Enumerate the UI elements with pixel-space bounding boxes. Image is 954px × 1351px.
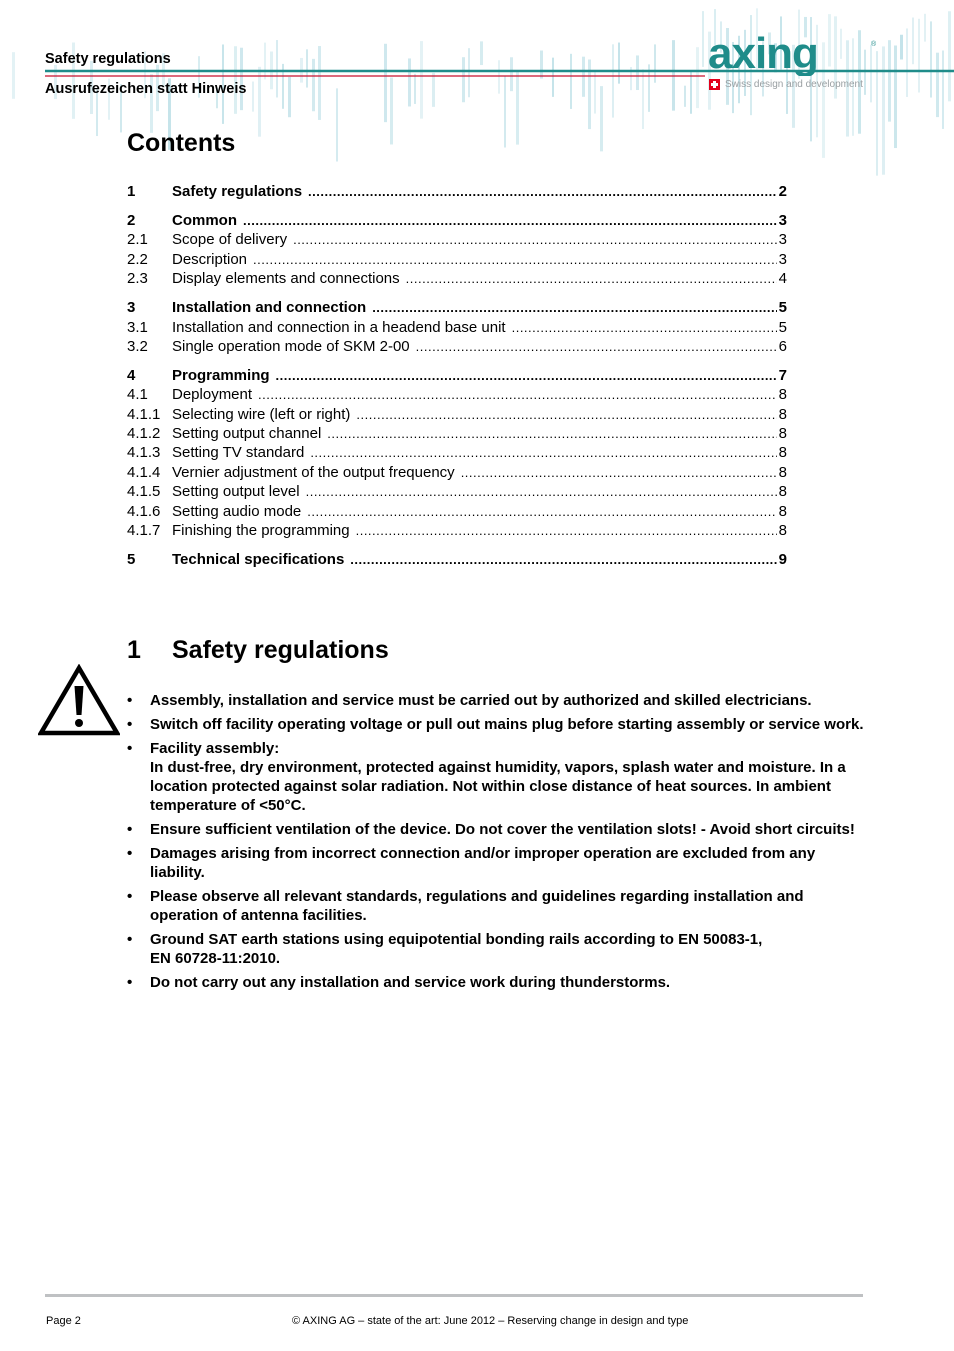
toc-entry-page: 7: [778, 366, 787, 384]
toc-leader-dots: [293, 231, 777, 248]
safety-rule-text: • Damages arising from incorrect connection and/or improper operation are excluded from any liability.: [150, 844, 816, 881]
toc-entry[interactable]: [127, 444, 787, 463]
swiss-flag-icon: [709, 79, 720, 90]
header-tagline: [709, 77, 863, 91]
toc-entry-number: 4.1: [127, 386, 148, 404]
safety-rule: [127, 844, 867, 882]
toc-entry-title: Setting audio mode: [172, 502, 302, 520]
header-bar: [480, 41, 483, 65]
toc-leader-dots: [461, 464, 777, 481]
toc-entry-title: Setting TV standard: [172, 444, 305, 462]
toc-entry-page: 3: [778, 211, 787, 229]
toc-entry-number: 4.1.5: [127, 483, 161, 501]
warning-triangle-icon: [38, 664, 120, 736]
toc-entry[interactable]: [127, 299, 787, 318]
toc-entry-page: 4: [778, 270, 787, 288]
toc-entry-page: 8: [778, 522, 787, 540]
header-bar: [258, 67, 261, 137]
toc-entry-number: 2.1: [127, 231, 148, 249]
toc-entry-page: 9: [778, 551, 787, 569]
header-bar: [654, 44, 656, 82]
safety-rule: [127, 930, 867, 968]
toc-entry-page: 5: [778, 299, 787, 317]
header-bar: [942, 50, 944, 128]
svg-text:®: ®: [871, 41, 877, 48]
safety-rule-text: • Ground SAT earth stations using equipotential bonding rails according to EN 50083-1,: [150, 930, 763, 948]
header-bar: [600, 86, 603, 151]
toc-entry-number: 4: [127, 366, 136, 384]
header-bar: [318, 46, 321, 120]
toc-entry[interactable]: [127, 183, 787, 202]
toc-entry-number: 4.1.7: [127, 522, 161, 540]
header-bar: [552, 58, 554, 97]
safety-rule-text: • Switch off facility operating voltage or pull out mains plug before starting assembly or service work.: [150, 715, 864, 733]
axing-logo: [708, 34, 878, 76]
toc-entry-number: 4.1.1: [127, 405, 161, 423]
toc-entry-number: 3: [127, 299, 136, 317]
toc-entry-number: 1: [127, 183, 136, 200]
toc-entry[interactable]: [127, 406, 787, 425]
section-number: 1: [127, 636, 141, 664]
toc-entry-page: 8: [778, 405, 787, 423]
toc-leader-dots: [372, 299, 777, 316]
toc-entry[interactable]: [127, 212, 787, 231]
toc-leader-dots: [310, 444, 777, 461]
toc-entry[interactable]: [127, 338, 787, 357]
toc-entry[interactable]: [127, 551, 787, 570]
header-bar: [900, 35, 903, 60]
header-bar: [882, 46, 885, 174]
toc-entry-title: Finishing the programming: [172, 522, 350, 540]
header-bar: [468, 48, 470, 97]
toc-entry-title: Safety regulations: [172, 183, 303, 200]
safety-rule-text: EN 60728-11:2010.: [150, 950, 281, 967]
safety-rule-text: • Please observe all relevant standards, regulations and guidelines regarding installation and operation of antenna facilities.: [150, 887, 804, 924]
header-bar: [384, 44, 387, 122]
header-bar: [312, 59, 315, 111]
toc-entry-title: Technical specifications: [172, 551, 345, 569]
table-of-contents: [127, 183, 787, 570]
toc-entry-number: 3.2: [127, 337, 148, 355]
header-bar: [390, 78, 393, 145]
toc-leader-dots: [243, 212, 777, 229]
footer-rule: [45, 1294, 863, 1297]
header-bar: [408, 58, 411, 106]
header-bar: [594, 71, 596, 114]
toc-entry[interactable]: [127, 231, 787, 250]
toc-entry[interactable]: [127, 483, 787, 502]
header-bar: [672, 40, 675, 110]
toc-leader-dots: [276, 367, 777, 384]
header-bar: [462, 57, 465, 102]
toc-entry-page: 5: [778, 318, 787, 336]
safety-rule-text: • Assembly, installation and service must be carried out by authorized and skilled electricians.: [150, 692, 812, 709]
header-bar: [510, 57, 513, 91]
toc-entry-page: 8: [778, 386, 787, 404]
header-bar: [420, 41, 423, 119]
header-bar: [336, 88, 338, 161]
header-bar: [516, 71, 519, 144]
toc-entry[interactable]: [127, 464, 787, 483]
contents-heading: Contents: [127, 129, 236, 157]
toc-entry-title: Description: [172, 250, 248, 268]
toc-leader-dots: [512, 319, 777, 336]
toc-entry-title: Common: [172, 211, 237, 229]
safety-rule: [127, 691, 867, 710]
header-bar: [684, 86, 686, 107]
toc-entry-page: 2: [778, 183, 787, 200]
header-bar: [894, 45, 897, 148]
toc-entry-title: Installation and connection in a headend base unit: [172, 318, 506, 336]
toc-leader-dots: [327, 425, 777, 442]
toc-entry-page: 8: [778, 425, 787, 443]
header-bar: [618, 43, 620, 84]
safety-rule: [127, 820, 867, 839]
toc-entry-title: Programming: [172, 366, 270, 384]
toc-leader-dots: [356, 406, 777, 423]
header-bar: [924, 14, 926, 42]
toc-entry-number: 2: [127, 211, 136, 229]
toc-entry-title: Display elements and connections: [172, 270, 400, 288]
toc-entry[interactable]: [127, 425, 787, 444]
header-bar: [414, 74, 416, 104]
toc-leader-dots: [356, 522, 777, 539]
header-bar: [432, 73, 435, 107]
section-heading: [127, 636, 389, 665]
toc-leader-dots: [258, 386, 777, 403]
tagline-text: Swiss design and development: [725, 78, 863, 90]
footer-page-number: Page 2: [46, 1315, 81, 1327]
safety-rule: [127, 887, 867, 925]
header-bar: [264, 43, 266, 80]
header-bar: [504, 76, 506, 147]
header-bar: [690, 72, 692, 114]
toc-entry-number: 2.2: [127, 250, 148, 268]
toc-entry-number: 5: [127, 551, 136, 569]
header-bar: [252, 82, 254, 112]
toc-entry-page: 3: [778, 250, 787, 268]
header-bar: [918, 19, 920, 93]
safety-rule: [127, 715, 867, 734]
header-bar: [276, 40, 278, 97]
toc-entry[interactable]: [127, 319, 787, 338]
header-note: Ausrufezeichen statt Hinweis: [45, 81, 247, 97]
header-bar: [570, 54, 572, 109]
header-bar: [240, 48, 243, 110]
toc-entry-page: 3: [778, 231, 787, 249]
header-bar: [306, 49, 308, 87]
toc-entry-number: 4.1.2: [127, 425, 161, 443]
header-bar: [636, 55, 639, 90]
toc-entry[interactable]: [127, 386, 787, 405]
header-bar: [498, 60, 500, 93]
safety-rule-text: • Facility assembly:: [150, 739, 280, 757]
header-bar: [582, 57, 585, 97]
safety-rule: [127, 973, 867, 992]
safety-rule-text: • Do not carry out any installation and service work during thunderstorms.: [150, 973, 671, 991]
header-bar: [12, 52, 15, 99]
toc-entry-page: 8: [778, 444, 787, 462]
toc-leader-dots: [406, 270, 777, 287]
toc-entry-title: Single operation mode of SKM 2-00: [172, 337, 410, 355]
toc-entry-title: Vernier adjustment of the output frequency: [172, 463, 455, 481]
svg-text:axing: axing: [708, 34, 818, 76]
toc-leader-dots: [306, 483, 777, 500]
safety-rule-text: • Ensure sufficient ventilation of the device. Do not cover the ventilation slots! - Avoid short circuits!: [150, 821, 855, 838]
toc-leader-dots: [253, 251, 777, 268]
safety-rule-text: In dust-free, dry environment, protected against humidity, vapors, splash water and moisture. In a location protected against solar radiation. Not within close distance of heat sources. In ambient temperature of <50°C.: [150, 758, 846, 815]
header-bar: [612, 44, 614, 117]
toc-leader-dots: [416, 338, 777, 355]
toc-entry-page: 8: [778, 483, 787, 501]
header-bar: [930, 21, 932, 97]
toc-leader-dots: [308, 183, 777, 200]
toc-entry[interactable]: [127, 367, 787, 386]
header-bar: [540, 51, 543, 79]
header-bar: [888, 40, 891, 121]
section-title: Safety regulations: [172, 636, 389, 664]
toc-entry-page: 8: [778, 502, 787, 520]
toc-entry-title: Setting output level: [172, 483, 300, 501]
toc-entry[interactable]: [127, 270, 787, 289]
header-section-title: Safety regulations: [45, 51, 171, 67]
toc-entry-number: 4.1.3: [127, 444, 161, 462]
toc-entry-number: 3.1: [127, 318, 148, 336]
toc-entry[interactable]: [127, 503, 787, 522]
toc-entry-title: Installation and connection: [172, 299, 367, 317]
toc-leader-dots: [307, 503, 777, 520]
header-bar: [936, 53, 939, 117]
header-bar: [702, 11, 704, 67]
toc-entry-number: 4.1.6: [127, 502, 161, 520]
safety-rules-list: [127, 691, 867, 997]
toc-entry-title: Deployment: [172, 386, 253, 404]
header-bar: [912, 18, 914, 65]
toc-entry-number: 4.1.4: [127, 463, 161, 481]
header-bar: [948, 11, 951, 101]
toc-leader-dots: [350, 551, 777, 568]
safety-rule: [127, 739, 867, 816]
header-bar: [696, 47, 699, 108]
toc-entry-number: 2.3: [127, 270, 148, 288]
header-bar: [288, 77, 291, 117]
toc-entry-title: Selecting wire (left or right): [172, 405, 351, 423]
header-bar: [642, 69, 644, 129]
toc-entry-page: 6: [778, 337, 787, 355]
toc-entry-title: Scope of delivery: [172, 231, 288, 249]
toc-entry-title: Setting output channel: [172, 425, 322, 443]
footer-copyright: © AXING AG – state of the art: June 2012 – Reserving change in design and type: [292, 1315, 689, 1327]
toc-entry-page: 8: [778, 463, 787, 481]
header-bar: [906, 28, 908, 96]
toc-entry[interactable]: [127, 251, 787, 270]
toc-entry[interactable]: [127, 522, 787, 541]
